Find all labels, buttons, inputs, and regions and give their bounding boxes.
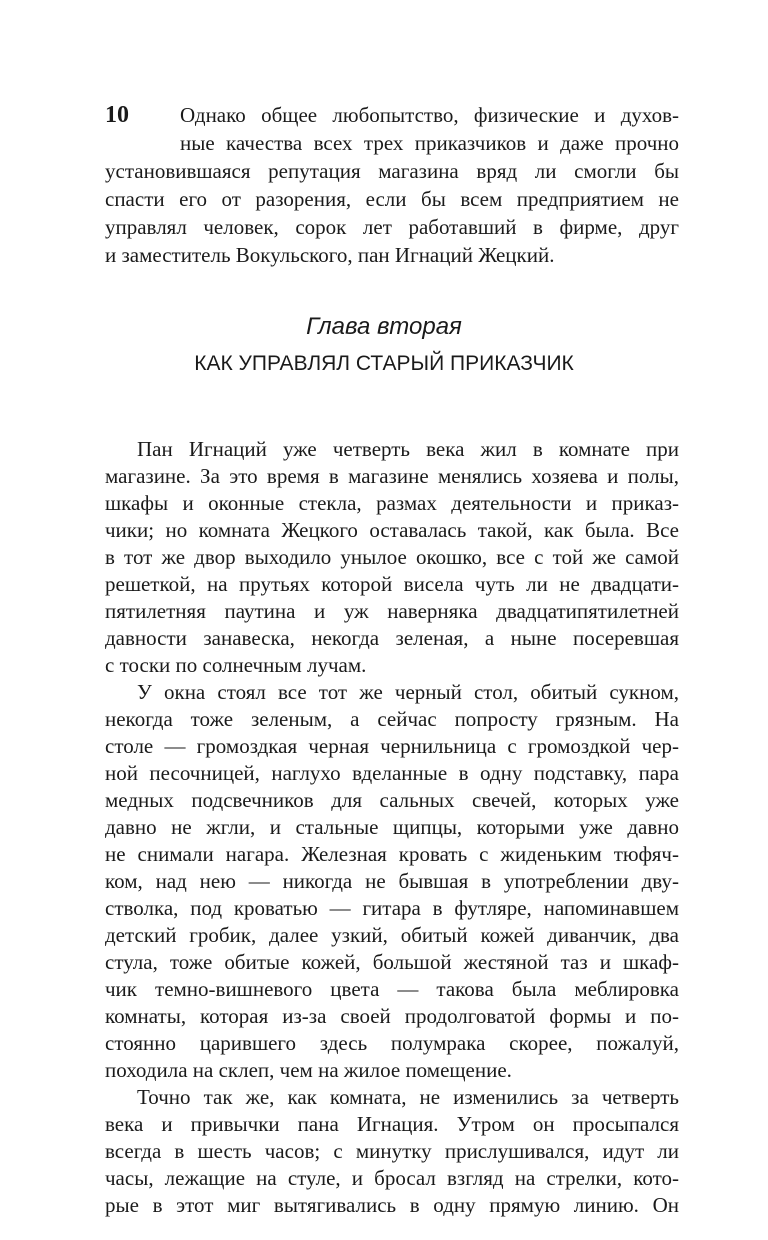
text-line: пятилетняя паутина и уж наверняка двадцатипятилетней [105,599,679,623]
text-line: всегда в шесть часов; с минутку прислушивался, идут ли [105,1139,679,1163]
text-line: чик темно-вишневого цвета — такова была меблировка [105,977,679,1001]
text-line: столе — громоздкая черная чернильница с громоздкой чер- [105,734,679,758]
text-line: У окна стоял все тот же черный стол, обитый сукном, [137,680,679,704]
text-line: и заместитель Вокульского, пан Игнаций Жецкий. [105,243,555,267]
text-line: давно не жгли, и стальные щипцы, которыми уже давно [105,815,679,839]
text-line: часы, лежащие на стуле, и бросал взгляд на стрелки, кото- [105,1166,679,1190]
text-line: стула, тоже обитые кожей, большой жестяной таз и шкаф- [105,950,679,974]
text-line: некогда тоже зеленым, а сейчас попросту грязным. На [105,707,679,731]
text-line: Точно так же, как комната, не изменились за четверть [137,1085,679,1109]
text-line: установившаяся репутация магазина вряд ли смогли бы [105,159,679,183]
text-line: походила на склеп, чем на жилое помещение. [105,1058,512,1082]
text-line: чики; но комната Жецкого оставалась такой, как была. Все [105,518,679,542]
text-line: решеткой, на прутьях которой висела чуть ли не двадцати- [105,572,679,596]
text-line: шкафы и оконные стекла, размах деятельности и приказ- [105,491,679,515]
text-line: ком, над нею — никогда не бывшая в употреблении дву- [105,869,679,893]
text-line: Пан Игнаций уже четверть века жил в комнате при [137,437,679,461]
text-line: в тот же двор выходило унылое окошко, все с той же самой [105,545,679,569]
text-line: детский гробик, далее узкий, обитый кожей диванчик, два [105,923,679,947]
text-line: давности занавеска, некогда зеленая, а ныне посеревшая [105,626,679,650]
text-line: спасти его от разорения, если бы всем предприятием не [105,187,679,211]
text-line: медных подсвечников для сальных свечей, которых уже [105,788,679,812]
text-line: управлял человек, сорок лет работавший в фирме, друг [105,215,679,239]
text-line: магазине. За это время в магазине менялись хозяева и полы, [105,464,679,488]
text-line: стоянно царившего здесь полумрака скорее, пожалуй, [105,1031,679,1055]
chapter-label: Глава вторая [306,313,462,340]
text-line: рые в этот миг вытягивались в одну прямую линию. Он [105,1193,679,1217]
chapter-title: КАК УПРАВЛЯЛ СТАРЫЙ ПРИКАЗЧИК [194,352,574,375]
text-line: ные качества всех трех приказчиков и даже прочно [180,131,679,155]
text-line: с тоски по солнечным лучам. [105,653,367,677]
text-line: века и привычки пана Игнация. Утром он просыпался [105,1112,679,1136]
text-line: Однако общее любопытство, физические и духов- [180,103,679,127]
text-line: ной песочницей, наглухо вделанные в одну подставку, пара [105,761,679,785]
page-number: 10 [105,102,129,128]
text-line: комнаты, которая из-за своей продолговатой формы и по- [105,1004,679,1028]
text-line: стволка, под кроватью — гитара в футляре, напоминавшем [105,896,679,920]
text-line: не снимали нагара. Железная кровать с жиденьким тюфяч- [105,842,679,866]
